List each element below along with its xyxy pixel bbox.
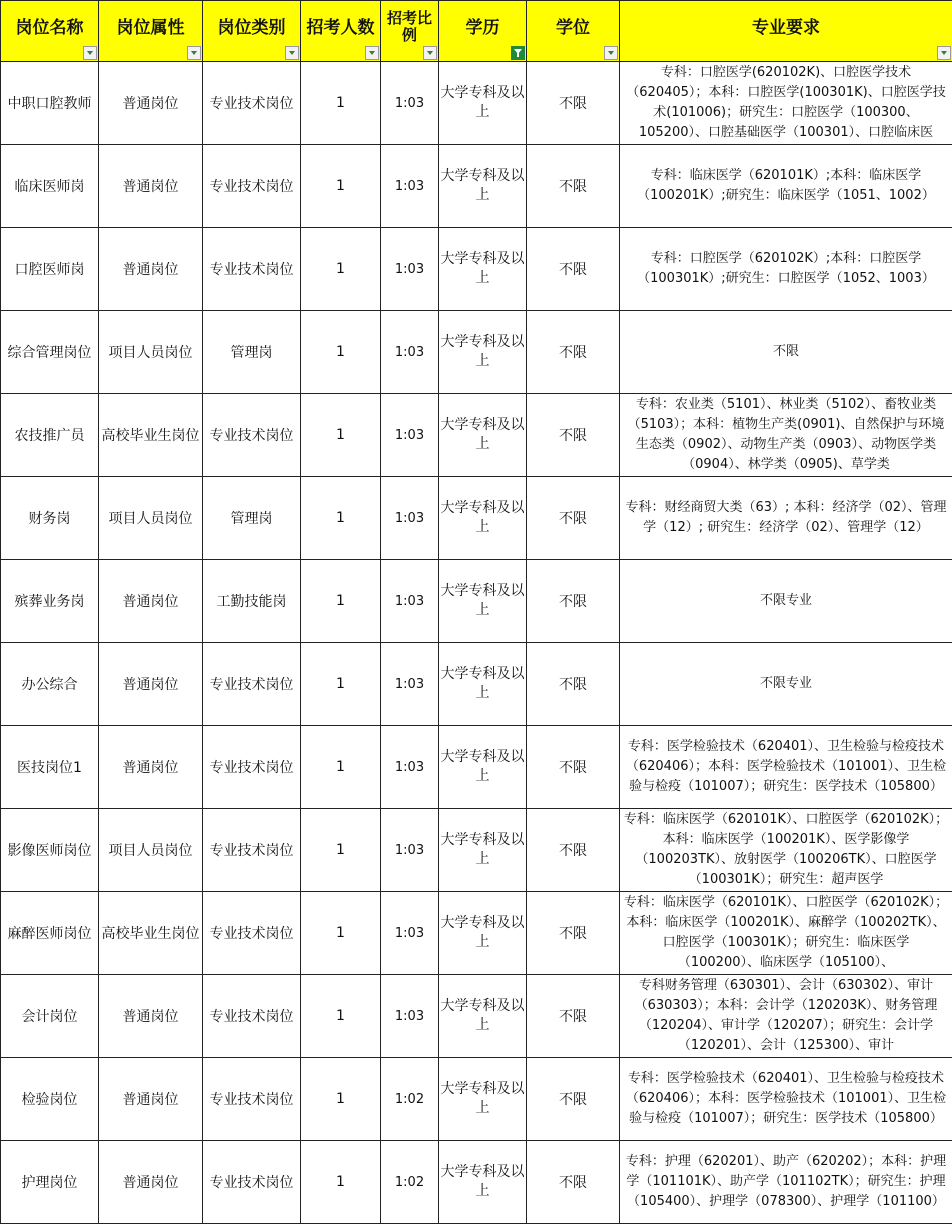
cell-education[interactable]: 大学专科及以上 bbox=[439, 311, 527, 394]
cell-degree[interactable]: 不限 bbox=[527, 726, 620, 809]
table-row bbox=[1, 394, 952, 477]
filter-dropdown-name[interactable] bbox=[83, 46, 97, 60]
cell-major[interactable] bbox=[620, 228, 952, 311]
table-row bbox=[1, 311, 952, 394]
cell-category[interactable]: 专业技术岗位 bbox=[203, 892, 301, 975]
cell-degree[interactable]: 不限 bbox=[527, 228, 620, 311]
cell-major-text: 专科：医学检验技术（620401）、卫生检验与检疫技术（620406）；本科：医学检验技术（101001）、卫生检验与检疫（101007）；研究生：医学技术（105800） bbox=[625, 739, 947, 794]
cell-education[interactable]: 大学专科及以上 bbox=[439, 809, 527, 892]
cell-ratio[interactable]: 1:03 bbox=[381, 145, 439, 228]
cell-degree[interactable]: 不限 bbox=[527, 892, 620, 975]
cell-count[interactable]: 1 bbox=[301, 975, 381, 1058]
header-attr-label: 岗位属性 bbox=[116, 18, 185, 38]
cell-major-text: 不限专业 bbox=[759, 676, 812, 691]
header-category-label: 岗位类别 bbox=[217, 18, 286, 38]
cell-attr[interactable]: 普通岗位 bbox=[99, 228, 203, 311]
header-category bbox=[203, 1, 301, 62]
cell-category[interactable]: 工勤技能岗 bbox=[203, 560, 301, 643]
cell-degree[interactable]: 不限 bbox=[527, 62, 620, 145]
cell-major-text: 不限专业 bbox=[759, 593, 812, 608]
cell-major[interactable] bbox=[620, 975, 952, 1058]
cell-degree[interactable]: 不限 bbox=[527, 311, 620, 394]
cell-major-text: 专科：农业类（5101）、林业类（5102）、畜牧业类（5103）；本科：植物生产类(0901)、自然保护与环境生态类（0902）、动物生产类（0903）、动物医学类（0904）、林学类（0905)、草学类 bbox=[627, 397, 945, 472]
cell-major[interactable] bbox=[620, 560, 952, 643]
dropdown-arrow-icon bbox=[369, 51, 375, 55]
cell-major-text: 专科财务管理（630301）、会计（630302）、审计（630303）；本科：会计学（120203K）、财务管理（120204）、审计学（120207）；研究生：会计学（120201）、会计（125300）、审计 bbox=[634, 978, 938, 1053]
cell-degree[interactable]: 不限 bbox=[527, 975, 620, 1058]
cell-name[interactable]: 综合管理岗位 bbox=[1, 311, 99, 394]
cell-education[interactable]: 大学专科及以上 bbox=[439, 975, 527, 1058]
header-count bbox=[301, 1, 381, 62]
cell-name[interactable]: 麻醉医师岗位 bbox=[1, 892, 99, 975]
cell-major[interactable] bbox=[620, 643, 952, 726]
cell-name[interactable]: 检验岗位 bbox=[1, 1058, 99, 1141]
cell-education[interactable]: 大学专科及以上 bbox=[439, 145, 527, 228]
cell-degree[interactable]: 不限 bbox=[527, 643, 620, 726]
cell-category[interactable]: 管理岗 bbox=[203, 477, 301, 560]
cell-name[interactable]: 中职口腔教师 bbox=[1, 62, 99, 145]
cell-attr[interactable]: 项目人员岗位 bbox=[99, 477, 203, 560]
cell-major-text: 专科：临床医学（620101K）;本科：临床医学（100201K）;研究生：临床医学（1051、1002） bbox=[637, 168, 935, 203]
cell-attr[interactable]: 普通岗位 bbox=[99, 643, 203, 726]
cell-degree[interactable]: 不限 bbox=[527, 1058, 620, 1141]
cell-major[interactable] bbox=[620, 145, 952, 228]
cell-ratio[interactable]: 1:03 bbox=[381, 560, 439, 643]
cell-degree[interactable]: 不限 bbox=[527, 394, 620, 477]
cell-education[interactable]: 大学专科及以上 bbox=[439, 560, 527, 643]
dropdown-arrow-icon bbox=[608, 51, 614, 55]
table-row bbox=[1, 975, 952, 1058]
table-row bbox=[1, 1058, 952, 1141]
cell-name[interactable]: 口腔医师岗 bbox=[1, 228, 99, 311]
filter-dropdown-category[interactable] bbox=[285, 46, 299, 60]
filter-dropdown-attr[interactable] bbox=[187, 46, 201, 60]
cell-degree[interactable]: 不限 bbox=[527, 560, 620, 643]
cell-category[interactable]: 专业技术岗位 bbox=[203, 394, 301, 477]
cell-count[interactable]: 1 bbox=[301, 643, 381, 726]
header-degree bbox=[527, 1, 620, 62]
cell-education[interactable]: 大学专科及以上 bbox=[439, 726, 527, 809]
cell-category[interactable]: 专业技术岗位 bbox=[203, 1058, 301, 1141]
cell-degree[interactable]: 不限 bbox=[527, 1141, 620, 1224]
cell-education[interactable]: 大学专科及以上 bbox=[439, 1141, 527, 1224]
cell-major[interactable] bbox=[620, 477, 952, 560]
cell-ratio[interactable]: 1:03 bbox=[381, 643, 439, 726]
cell-count[interactable]: 1 bbox=[301, 1141, 381, 1224]
header-degree-label: 学位 bbox=[556, 18, 590, 38]
cell-name[interactable]: 临床医师岗 bbox=[1, 145, 99, 228]
dropdown-arrow-icon bbox=[87, 51, 93, 55]
header-education-label: 学历 bbox=[465, 18, 500, 38]
cell-count[interactable]: 1 bbox=[301, 726, 381, 809]
cell-category[interactable]: 专业技术岗位 bbox=[203, 809, 301, 892]
cell-ratio[interactable]: 1:03 bbox=[381, 726, 439, 809]
cell-major[interactable] bbox=[620, 726, 952, 809]
cell-major-text: 专科：口腔医学(620102K)、口腔医学技术（620405）；本科：口腔医学(100301K)、口腔医学技术(101006)；研究生：口腔医学（100300、105200）、口腔基础医学（100301）、口腔临床医 bbox=[626, 65, 946, 140]
cell-name[interactable]: 影像医师岗位 bbox=[1, 809, 99, 892]
cell-ratio[interactable]: 1:03 bbox=[381, 62, 439, 145]
header-name bbox=[1, 1, 99, 62]
header-major-label: 专业要求 bbox=[752, 18, 820, 38]
cell-count[interactable]: 1 bbox=[301, 809, 381, 892]
filter-dropdown-ratio[interactable] bbox=[423, 46, 437, 60]
table-row bbox=[1, 228, 952, 311]
cell-name[interactable]: 财务岗 bbox=[1, 477, 99, 560]
cell-attr[interactable]: 普通岗位 bbox=[99, 726, 203, 809]
dropdown-arrow-icon bbox=[941, 51, 947, 55]
table-row bbox=[1, 145, 952, 228]
cell-attr[interactable]: 普通岗位 bbox=[99, 560, 203, 643]
cell-education[interactable]: 大学专科及以上 bbox=[439, 394, 527, 477]
cell-ratio[interactable]: 1:03 bbox=[381, 228, 439, 311]
table-row bbox=[1, 809, 952, 892]
cell-name[interactable]: 医技岗位1 bbox=[1, 726, 99, 809]
cell-major-text: 专科：护理（620201）、助产（620202）；本科：护理学（101101K）、助产学（101102TK）；研究生：护理（105400）、护理学（078300）、护理学（101100） bbox=[625, 1154, 947, 1209]
cell-major[interactable] bbox=[620, 892, 952, 975]
cell-major-text: 专科：临床医学（620101K）、口腔医学（620102K）；本科：临床医学（100201K）、麻醉学（100202TK）、口腔医学（100301K）；研究生：临床医学（100200）、临床医学（105100）、 bbox=[623, 895, 949, 970]
cell-attr[interactable]: 普通岗位 bbox=[99, 1058, 203, 1141]
cell-count[interactable]: 1 bbox=[301, 1058, 381, 1141]
cell-attr[interactable]: 项目人员岗位 bbox=[99, 809, 203, 892]
cell-major-text: 专科：医学检验技术（620401）、卫生检验与检疫技术（620406）；本科：医学检验技术（101001）、卫生检验与检疫（101007）；研究生：医学技术（105800） bbox=[625, 1071, 947, 1126]
cell-ratio[interactable]: 1:02 bbox=[381, 1058, 439, 1141]
cell-name[interactable]: 会计岗位 bbox=[1, 975, 99, 1058]
cell-attr[interactable]: 普通岗位 bbox=[99, 62, 203, 145]
cell-degree[interactable]: 不限 bbox=[527, 145, 620, 228]
cell-major-text: 不限 bbox=[772, 344, 799, 359]
dropdown-arrow-icon bbox=[191, 51, 197, 55]
cell-category[interactable]: 管理岗 bbox=[203, 311, 301, 394]
table-row bbox=[1, 726, 952, 809]
cell-education[interactable]: 大学专科及以上 bbox=[439, 477, 527, 560]
cell-ratio[interactable]: 1:03 bbox=[381, 975, 439, 1058]
dropdown-arrow-icon bbox=[427, 51, 433, 55]
table-row bbox=[1, 560, 952, 643]
header-major bbox=[620, 1, 952, 62]
cell-major-text: 专科：财经商贸大类（63）; 本科：经济学（02）、管理学（12）; 研究生：经济学（02）、管理学（12） bbox=[625, 500, 947, 535]
cell-count[interactable]: 1 bbox=[301, 892, 381, 975]
cell-education[interactable]: 大学专科及以上 bbox=[439, 892, 527, 975]
cell-major[interactable] bbox=[620, 809, 952, 892]
cell-category[interactable]: 专业技术岗位 bbox=[203, 726, 301, 809]
cell-name[interactable]: 办公综合 bbox=[1, 643, 99, 726]
cell-count[interactable]: 1 bbox=[301, 62, 381, 145]
cell-attr[interactable]: 高校毕业生岗位 bbox=[99, 394, 203, 477]
cell-major[interactable] bbox=[620, 394, 952, 477]
cell-ratio[interactable]: 1:03 bbox=[381, 477, 439, 560]
header-row bbox=[1, 1, 952, 62]
filter-dropdown-degree[interactable] bbox=[604, 46, 618, 60]
header-education bbox=[439, 1, 527, 62]
cell-attr[interactable]: 普通岗位 bbox=[99, 975, 203, 1058]
cell-count[interactable]: 1 bbox=[301, 477, 381, 560]
header-ratio-label: 招考比例 bbox=[386, 9, 432, 44]
table-row bbox=[1, 477, 952, 560]
table-row bbox=[1, 892, 952, 975]
cell-category[interactable]: 专业技术岗位 bbox=[203, 643, 301, 726]
cell-education[interactable]: 大学专科及以上 bbox=[439, 1058, 527, 1141]
cell-attr[interactable]: 项目人员岗位 bbox=[99, 311, 203, 394]
cell-major-text: 专科：口腔医学（620102K）;本科：口腔医学（100301K）;研究生：口腔医学（1052、1003） bbox=[637, 251, 935, 286]
filter-dropdown-count[interactable] bbox=[365, 46, 379, 60]
cell-category[interactable]: 专业技术岗位 bbox=[203, 228, 301, 311]
cell-education[interactable]: 大学专科及以上 bbox=[439, 62, 527, 145]
cell-count[interactable]: 1 bbox=[301, 228, 381, 311]
cell-degree[interactable]: 不限 bbox=[527, 477, 620, 560]
cell-category[interactable]: 专业技术岗位 bbox=[203, 62, 301, 145]
filter-dropdown-major[interactable] bbox=[937, 46, 951, 60]
table-row bbox=[1, 62, 952, 145]
table-row bbox=[1, 1141, 952, 1224]
cell-name[interactable]: 护理岗位 bbox=[1, 1141, 99, 1224]
cell-ratio[interactable]: 1:02 bbox=[381, 1141, 439, 1224]
cell-degree[interactable]: 不限 bbox=[527, 809, 620, 892]
cell-attr[interactable]: 高校毕业生岗位 bbox=[99, 892, 203, 975]
cell-name[interactable]: 殡葬业务岗 bbox=[1, 560, 99, 643]
cell-major[interactable] bbox=[620, 62, 952, 145]
cell-major[interactable] bbox=[620, 1058, 952, 1141]
cell-ratio[interactable]: 1:03 bbox=[381, 809, 439, 892]
cell-attr[interactable]: 普通岗位 bbox=[99, 145, 203, 228]
filter-dropdown-education[interactable] bbox=[511, 46, 525, 60]
cell-education[interactable]: 大学专科及以上 bbox=[439, 228, 527, 311]
cell-ratio[interactable]: 1:03 bbox=[381, 311, 439, 394]
cell-ratio[interactable]: 1:03 bbox=[381, 892, 439, 975]
cell-attr[interactable]: 普通岗位 bbox=[99, 1141, 203, 1224]
header-count-label: 招考人数 bbox=[306, 18, 375, 38]
header-attr bbox=[99, 1, 203, 62]
cell-count[interactable]: 1 bbox=[301, 560, 381, 643]
dropdown-arrow-icon bbox=[289, 51, 295, 55]
header-ratio bbox=[381, 1, 439, 62]
cell-count[interactable]: 1 bbox=[301, 145, 381, 228]
cell-ratio[interactable]: 1:03 bbox=[381, 394, 439, 477]
cell-major[interactable] bbox=[620, 1141, 952, 1224]
cell-major[interactable] bbox=[620, 311, 952, 394]
header-name-label: 岗位名称 bbox=[15, 18, 84, 38]
cell-major-text: 专科：临床医学（620101K）、口腔医学（620102K）；本科：临床医学（100201K）、医学影像学（100203TK）、放射医学（100206TK）、口腔医学（100301K）；研究生：超声医学 bbox=[623, 812, 949, 887]
cell-category[interactable]: 专业技术岗位 bbox=[203, 1141, 301, 1224]
cell-name[interactable]: 农技推广员 bbox=[1, 394, 99, 477]
table-row bbox=[1, 643, 952, 726]
cell-count[interactable]: 1 bbox=[301, 311, 381, 394]
cell-category[interactable]: 专业技术岗位 bbox=[203, 975, 301, 1058]
cell-count[interactable]: 1 bbox=[301, 394, 381, 477]
cell-education[interactable]: 大学专科及以上 bbox=[439, 643, 527, 726]
cell-category[interactable]: 专业技术岗位 bbox=[203, 145, 301, 228]
